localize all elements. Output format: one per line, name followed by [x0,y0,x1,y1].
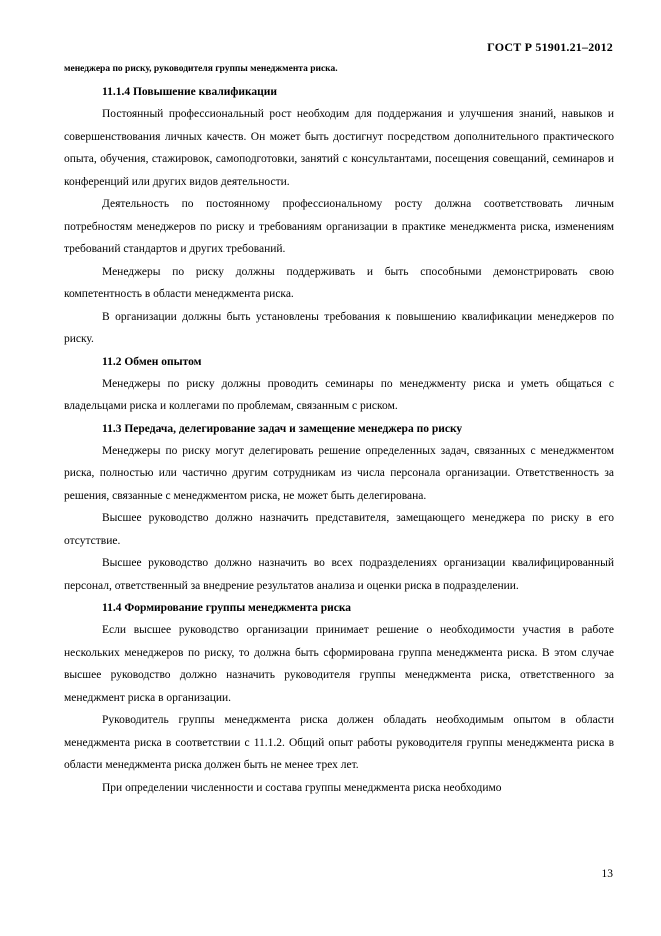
paragraph: Высшее руководство должно назначить представителя, замещающего менеджера по риску в его отсутствие. [64,512,614,547]
paragraph: Менеджеры по риску должны проводить семинары по менеджменту риска и уметь общаться с владельцами риска и коллегами по проблемам, связанным с риском. [64,377,614,412]
page-number: 13 [601,868,613,880]
paragraph: В организации должны быть установлены требования к повышению квалификации менеджеров по риску. [64,310,614,345]
page-content [64,61,614,799]
paragraph: Высшее руководство должно назначить во всех подразделениях организации квалифицированный персонал, ответственный за внедрение результатов анализа и оценки риска в подразделении. [64,557,614,592]
section-heading-11-1-4: 11.1.4 Повышение квалификации [102,86,278,98]
document-code-header: ГОСТ Р 51901.21–2012 [487,40,613,54]
paragraph: Если высшее руководство организации принимает решение о необходимости участия в работе нескольких менеджеров по риску, то должна быть сформирована группа менеджмента риска. В этом случае высшее руководство должно назначить руководителя группы менеджмента риска, ответственного за менеджмент риска в организации. [64,624,614,704]
paragraph: Менеджеры по риску могут делегировать решение определенных задач, связанных с менеджментом риска, полностью или частично другим сотрудникам из числа персонала организации. Ответственность за решения, связанные с менеджментом риска, не может быть делегирована. [64,444,614,502]
paragraph: Руководитель группы менеджмента риска должен обладать необходимым опытом в области менеджмента риска в соответствии с 11.1.2. Общий опыт работы руководителя группы менеджмента риска в области менеджмента риска должен быть не менее трех лет. [64,714,614,771]
paragraph: При определении численности и состава группы менеджмента риска необходимо [102,781,502,794]
paragraph: Постоянный профессиональный рост необходим для поддержания и улучшения знаний, навыков и совершенствования личных качеств. Он может быть достигнут посредством дополнительного практического опыта, обучения, стажировок, самоподготовки, занятий с консультантами, посещения совещаний, семинаров и конференций или других видов деятельности. [64,108,614,188]
paragraph: Менеджеры по риску должны поддерживать и быть способными демонстрировать свою компетентность в области менеджмента риска. [64,265,614,300]
section-heading-11-3: 11.3 Передача, делегирование задач и замещение менеджера по риску [102,422,463,435]
section-heading-11-4: 11.4 Формирование группы менеджмента риска [102,602,352,614]
paragraph: Деятельность по постоянному профессиональному росту должна соответствовать личным потребностям менеджеров по риску и требованиям организации в практике менеджмента риска, изменениям требований стандартов и других требований. [64,198,614,255]
section-heading-11-2: 11.2 Обмен опытом [102,355,202,368]
continuation-line: менеджера по риску, руководителя группы менеджмента риска. [64,64,338,74]
